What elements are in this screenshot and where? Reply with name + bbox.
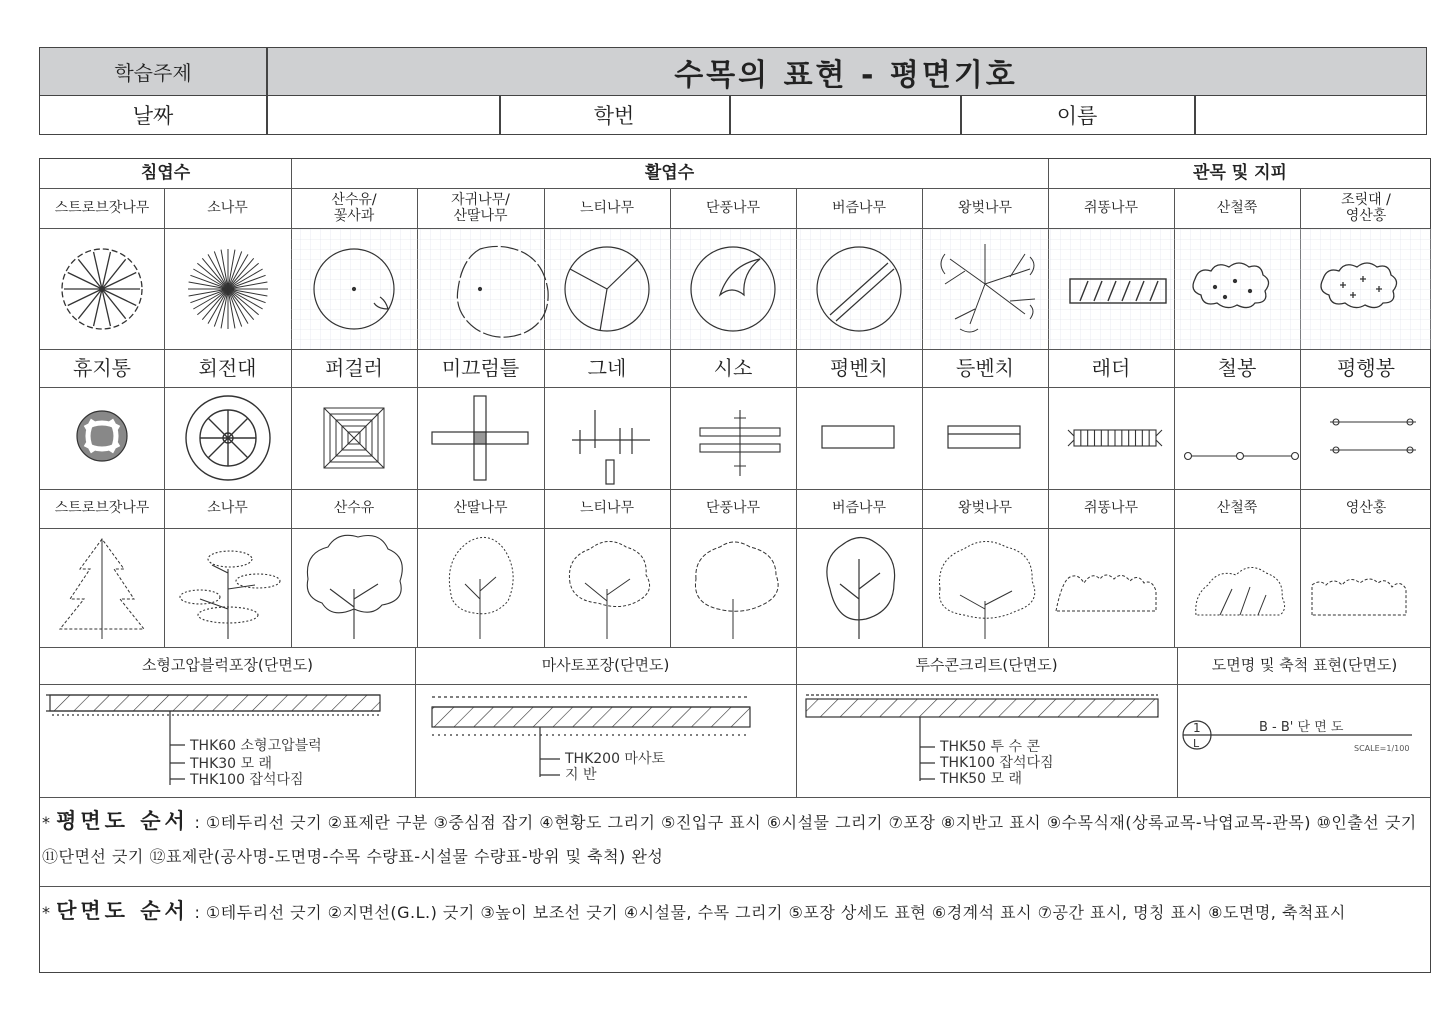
pavement-sections-row bbox=[40, 685, 1432, 797]
topic-label: 학습주제 bbox=[114, 61, 192, 85]
plan-tree-label-9: 산철쭉 bbox=[1216, 199, 1258, 216]
facility-label-5: 시소 bbox=[713, 355, 753, 380]
block-layer-3: THK100 잡석다짐 bbox=[190, 772, 304, 788]
category-broadleaf: 활엽수 bbox=[644, 162, 695, 183]
merry-go-round-icon bbox=[186, 396, 270, 480]
plan-tree-label-1: 소나무 bbox=[207, 199, 248, 216]
plan-tree-label-2: 산수유/ 꽃사과 bbox=[331, 191, 377, 224]
elevation-tree-label-10: 영산홍 bbox=[1345, 500, 1387, 517]
plan-tree-label-6: 버즘나무 bbox=[831, 199, 887, 216]
masato-layer-1: THK200 마사토 bbox=[565, 751, 666, 767]
back-bench-icon bbox=[948, 426, 1020, 448]
pavement-label-masato: 마사토포장(단면도) bbox=[541, 655, 670, 674]
sycamore-elevation-icon bbox=[827, 537, 895, 639]
dogwood-elevation-icon bbox=[449, 537, 513, 639]
pervious-layer-1: THK50 투 수 콘 bbox=[940, 739, 1040, 755]
elevation-tree-label-8: 쥐똥나무 bbox=[1083, 500, 1139, 517]
cornus-elevation-icon bbox=[307, 535, 402, 639]
section-order-note bbox=[42, 894, 1428, 930]
pervious-layer-3: THK50 모 래 bbox=[940, 771, 1023, 787]
pavement-label-block: 소형고압블럭포장(단면도) bbox=[141, 655, 314, 674]
horizontal-bar-icon bbox=[1185, 453, 1299, 460]
elevation-tree-label-2: 산수유 bbox=[333, 500, 375, 517]
pavement-label-drawing-title: 도면명 및 축척 표현(단면도) bbox=[1211, 655, 1398, 674]
parallel-bars-icon bbox=[1330, 419, 1416, 453]
strobe-pine-elevation-icon bbox=[60, 539, 144, 639]
plan-tree-label-7: 왕벚나무 bbox=[957, 199, 1013, 216]
swing-icon bbox=[572, 410, 650, 484]
masato-layer-2: 지 반 bbox=[565, 767, 597, 783]
section-order-title: 단면도 순서 bbox=[56, 899, 189, 923]
plan-tree-label-10: 조릿대 / 영산홍 bbox=[1341, 191, 1391, 224]
drawing-title: B - B' 단 면 도 bbox=[1259, 720, 1344, 735]
drawing-sheet: L bbox=[1193, 737, 1200, 750]
elevation-tree-label-6: 버즘나무 bbox=[831, 500, 887, 517]
elevation-tree-label-7: 왕벚나무 bbox=[957, 500, 1013, 517]
pergola-icon bbox=[324, 408, 384, 468]
plan-tree-label-4: 느티나무 bbox=[579, 199, 635, 216]
category-conifer: 침엽수 bbox=[140, 162, 191, 183]
row-divider bbox=[40, 797, 1430, 798]
facility-label-2: 퍼걸러 bbox=[325, 355, 383, 380]
page-title: 수목의 표현 - 평면기호 bbox=[674, 57, 1018, 93]
flat-bench-icon bbox=[822, 426, 894, 448]
rhododendron-elevation-icon bbox=[1312, 579, 1406, 615]
name-label: 이름 bbox=[1056, 103, 1098, 128]
facility-label-4: 그네 bbox=[587, 355, 627, 380]
privet-elevation-icon bbox=[1056, 575, 1156, 611]
elevation-tree-label-5: 단풍나무 bbox=[705, 500, 761, 517]
category-shrub: 관목 및 지피 bbox=[1193, 162, 1287, 183]
plan-symbols-row bbox=[40, 229, 1432, 349]
student-id-field[interactable] bbox=[730, 95, 960, 134]
elevation-tree-label-3: 산딸나무 bbox=[453, 500, 508, 517]
note-bullet: * bbox=[42, 813, 51, 832]
elevation-symbols-row bbox=[40, 529, 1432, 647]
date-label: 날짜 bbox=[132, 103, 174, 128]
pine-plan-icon bbox=[188, 249, 268, 329]
cherry-elevation-icon bbox=[940, 541, 1035, 639]
elevation-tree-label-1: 소나무 bbox=[207, 500, 248, 517]
plan-tree-label-0: 스트로브잣나무 bbox=[54, 199, 150, 216]
block-layer-2: THK30 모 래 bbox=[190, 756, 273, 772]
plan-tree-label-5: 단풍나무 bbox=[705, 199, 761, 216]
drawing-scale: SCALE=1/100 bbox=[1354, 744, 1410, 753]
facility-label-1: 회전대 bbox=[198, 355, 257, 380]
pervious-layer-2: THK100 잡석다짐 bbox=[940, 755, 1054, 771]
row-divider bbox=[40, 886, 1430, 887]
seesaw-icon bbox=[700, 410, 780, 476]
name-field[interactable] bbox=[1195, 95, 1426, 134]
plan-order-text: : ①테두리선 긋기 ②표제란 구분 ③중심점 잡기 ④현황도 그리기 ⑤진입구 표시 ⑥시설물 그리기 ⑦포장 ⑧지반고 표시 ⑨수목식재(상록교목-낙엽교목-관목) ⑩인출선 긋기 ⑪단면선 긋기 ⑫표제란(공사명-도면명-수목 수량표-시설물 수량표-방위 및 축척) 완성 bbox=[42, 813, 1417, 866]
facility-label-6: 평벤치 bbox=[830, 355, 888, 380]
zelkova-elevation-icon bbox=[569, 541, 649, 639]
date-field[interactable] bbox=[268, 95, 499, 134]
azalea-elevation-icon bbox=[1196, 567, 1285, 615]
elevation-tree-label-0: 스트로브잣나무 bbox=[54, 500, 150, 517]
plan-tree-label-3: 자귀나무/ 산딸나무 bbox=[451, 191, 510, 224]
plan-order-title: 평면도 순서 bbox=[56, 809, 189, 833]
section-order-text: : ①테두리선 긋기 ②지면선(G.L.) 긋기 ③높이 보조선 긋기 ④시설물, 수목 그리기 ⑤포장 상세도 표현 ⑥경계석 표시 ⑦공간 표시, 명칭 표시 ⑧도면명, 축척표시 bbox=[194, 903, 1346, 922]
elevation-tree-label-4: 느티나무 bbox=[579, 500, 635, 517]
student-id-label: 학번 bbox=[593, 103, 635, 128]
facility-label-9: 철봉 bbox=[1217, 355, 1257, 380]
trash-bin-icon bbox=[77, 411, 127, 461]
facility-label-10: 평행봉 bbox=[1337, 355, 1395, 380]
facility-symbols-row bbox=[40, 388, 1432, 488]
ladder-icon bbox=[1068, 430, 1162, 446]
symbol-table bbox=[39, 158, 1431, 973]
facility-label-8: 래더 bbox=[1091, 355, 1131, 380]
block-layer-1: THK60 소형고압블럭 bbox=[190, 738, 322, 754]
facility-label-7: 등벤치 bbox=[956, 355, 1014, 380]
pavement-label-pervious: 투수콘크리트(단면도) bbox=[915, 655, 1058, 674]
header-table bbox=[39, 47, 1427, 135]
maple-elevation-icon bbox=[695, 542, 778, 639]
note-bullet: * bbox=[42, 903, 51, 922]
strobe-pine-plan-icon bbox=[62, 249, 142, 329]
facility-label-3: 미끄럼틀 bbox=[441, 355, 520, 380]
elevation-tree-label-9: 산철쭉 bbox=[1216, 500, 1258, 517]
pine-elevation-icon bbox=[180, 551, 280, 639]
drawing-number: 1 bbox=[1193, 721, 1201, 735]
plan-order-note bbox=[42, 804, 1428, 874]
plan-tree-label-8: 쥐똥나무 bbox=[1083, 199, 1139, 216]
slide-icon bbox=[432, 396, 528, 480]
facility-label-0: 휴지통 bbox=[73, 355, 131, 380]
